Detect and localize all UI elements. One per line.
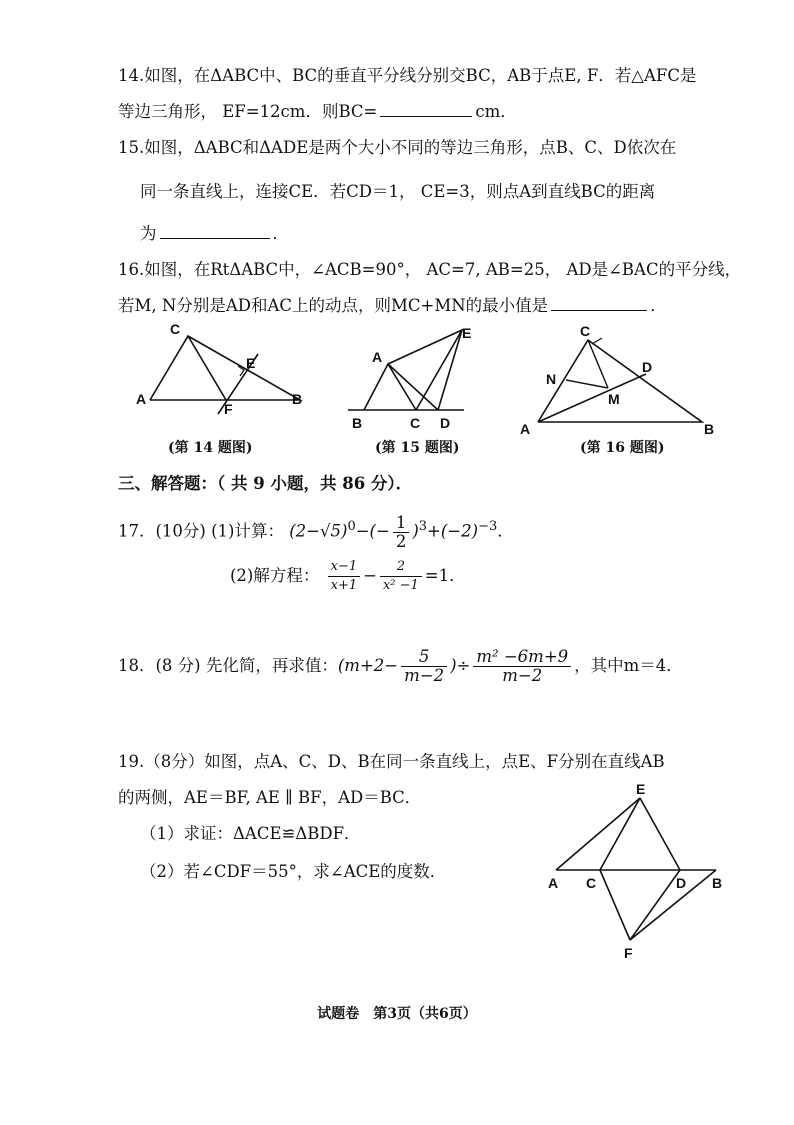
fig14-label-f: F bbox=[224, 401, 233, 417]
q18-f2-den: m−2 bbox=[502, 666, 543, 685]
fig14-label-b: B bbox=[292, 391, 303, 407]
q17-expr-b: −(− bbox=[355, 521, 390, 541]
page-footer: 试题卷 第3页（共6页） bbox=[317, 1006, 477, 1022]
q19-line1: 19.（8分）如图，点A、C、D、B在同一条直线上，点E、F分别在直线AB bbox=[118, 752, 665, 771]
q18-line bbox=[118, 644, 683, 688]
q15-line1: 15.如图，ΔABC和ΔADE是两个大小不同的等边三角形，点B、C、D依次在 bbox=[118, 138, 677, 157]
q14-unit: cm． bbox=[475, 102, 517, 121]
q17-exp0: 0 bbox=[347, 519, 356, 534]
q17-expr-d: +(−2) bbox=[427, 521, 479, 541]
q16-line1: 16.如图，在RtΔABC中，∠ACB=90°， AC=7, AB=25， AD是∠BAC的平分线， bbox=[118, 260, 742, 279]
q17-frac-num: 1 bbox=[393, 514, 410, 533]
fig15-label-c: C bbox=[410, 415, 421, 431]
fig19-label-e: E bbox=[636, 781, 646, 797]
figure-15 bbox=[340, 318, 480, 436]
q15-answer-blank bbox=[160, 222, 270, 239]
q15-line3-end: ． bbox=[272, 224, 289, 243]
fig16-label-c: C bbox=[580, 323, 591, 339]
q18-f1-den: m−2 bbox=[404, 666, 445, 685]
q18-fraction-2 bbox=[473, 648, 571, 685]
fig19-label-d: D bbox=[676, 875, 687, 891]
q17-f1-num: x−1 bbox=[328, 558, 361, 577]
fig16-label-d: D bbox=[642, 359, 653, 375]
fig15-label-a: A bbox=[372, 349, 383, 365]
q14-line1: 14.如图，在ΔABC中、BC的垂直平分线分别交BC，AB于点E, F．若△AFC是 bbox=[118, 66, 697, 85]
fig14-label-c: C bbox=[170, 321, 181, 337]
q19-sub1: （1）求证：ΔACE≌ΔBDF． bbox=[140, 824, 361, 843]
q17-part2-label: (2)解方程： bbox=[230, 566, 320, 585]
q17-part2-end: =1． bbox=[424, 566, 466, 585]
q15-line3-text: 为 bbox=[140, 224, 157, 243]
q18-f2-num: m² −6m+9 bbox=[473, 648, 571, 667]
fig15-label-e: E bbox=[462, 325, 472, 341]
q15-line3 bbox=[140, 222, 289, 246]
fig15-label-b: B bbox=[352, 415, 363, 431]
q19-sub2: （2）若∠CDF＝55°，求∠ACE的度数． bbox=[140, 862, 447, 881]
q15-line2: 同一条直线上，连接CE．若CD＝1， CE=3，则点A到直线BC的距离 bbox=[140, 182, 656, 201]
q14-line2 bbox=[118, 100, 517, 124]
fig19-label-f: F bbox=[624, 945, 633, 961]
q18-fraction-1 bbox=[401, 648, 447, 685]
fig15-caption: (第 15 题图) bbox=[375, 440, 460, 456]
fig19-label-a: A bbox=[548, 875, 559, 891]
q16-line2-end: ． bbox=[650, 296, 667, 315]
q14-answer-blank bbox=[380, 100, 472, 117]
q16-answer-blank bbox=[551, 294, 647, 311]
q18-label: 18．(8 分) 先化简，再求值： bbox=[118, 656, 338, 675]
figure-14 bbox=[130, 318, 320, 423]
q17-part2 bbox=[230, 556, 466, 596]
q17-part1-label: 17．(10分) (1)计算： bbox=[118, 521, 284, 541]
fig19-label-b: B bbox=[712, 875, 723, 891]
fig16-label-m: M bbox=[608, 391, 620, 407]
fig14-label-e: E bbox=[246, 355, 256, 371]
figure-19 bbox=[540, 780, 730, 962]
q17-f2-num: 2 bbox=[380, 558, 422, 577]
fig19-label-c: C bbox=[586, 875, 597, 891]
q17-part1 bbox=[118, 508, 514, 551]
q18-post: ，其中m＝4． bbox=[574, 656, 683, 675]
q18-expr-a: (m+2− bbox=[337, 656, 399, 675]
q17-fraction-half bbox=[393, 514, 410, 551]
q16-line2-text: 若M, N分别是AD和AC上的动点，则MC+MN的最小值是 bbox=[118, 296, 549, 315]
figure-16 bbox=[510, 318, 720, 436]
section-3-heading: 三、解答题：（ 共 9 小题，共 86 分）． bbox=[118, 474, 413, 493]
q16-line2 bbox=[118, 294, 667, 318]
fig14-label-a: A bbox=[136, 391, 147, 407]
q17-fraction-2 bbox=[380, 558, 422, 595]
q17-frac-den: 2 bbox=[395, 531, 407, 551]
q17-minus: − bbox=[363, 566, 377, 585]
fig16-caption: (第 16 题图) bbox=[580, 440, 665, 456]
fig16-label-a: A bbox=[520, 421, 531, 436]
q18-expr-b: )÷ bbox=[450, 656, 471, 675]
q17-f2-den: x² −1 bbox=[382, 578, 419, 593]
fig16-label-n: N bbox=[546, 371, 557, 387]
fig16-label-b: B bbox=[704, 421, 715, 436]
q17-expr-a: (2−√5) bbox=[289, 521, 348, 541]
q17-exp3: 3 bbox=[418, 519, 428, 534]
q14-line2-text: 等边三角形， EF=12cm．则BC= bbox=[118, 102, 378, 121]
fig15-label-d: D bbox=[440, 415, 451, 431]
q19-line2: 的两侧，AE＝BF, AE ∥ BF，AD＝BC． bbox=[118, 788, 422, 807]
fig14-caption: (第 14 题图) bbox=[168, 440, 253, 456]
q17-fraction-1 bbox=[328, 558, 361, 595]
q17-expr-c: ) bbox=[412, 521, 419, 541]
q17-f1-den: x+1 bbox=[330, 578, 358, 593]
q17-part1-end: ． bbox=[497, 521, 514, 541]
q17-expm3: −3 bbox=[478, 519, 498, 534]
q18-f1-num: 5 bbox=[401, 648, 447, 667]
